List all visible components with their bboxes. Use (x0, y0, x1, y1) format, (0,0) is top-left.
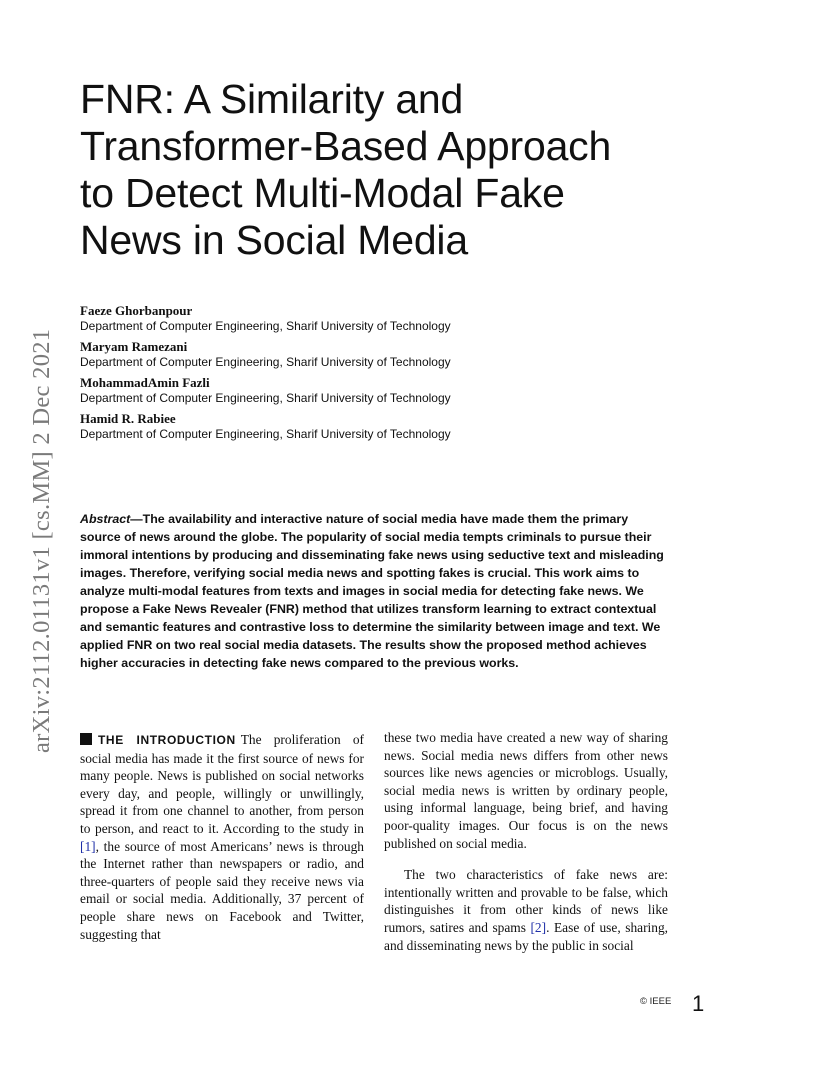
author-name: Maryam Ramezani (80, 339, 188, 354)
abstract (80, 510, 672, 672)
intro-text-4: . Ease of use, sharing, and disseminating news by the public in social (384, 919, 668, 953)
author-affiliation: Department of Computer Engineering, Sharif University of Technology (80, 355, 451, 369)
title-line-4: News in Social Media (80, 217, 468, 263)
intro-text-2: , the source of most Americans’ news is through the Internet rather than newspapers or radio, and three-quarters of people said they receive news via email or social media. Additionally, 37 percent of people share news on Facebook and Twitter, suggesting that (80, 838, 364, 942)
author-affiliation: Department of Computer Engineering, Sharif University of Technology (80, 427, 451, 441)
intro-paragraph-3 (384, 866, 668, 954)
intro-paragraph-1 (80, 731, 364, 943)
section-square-icon (80, 733, 92, 745)
citation-link-2[interactable]: [2] (530, 919, 547, 935)
page-number: 1 (692, 991, 705, 1016)
title-line-3: to Detect Multi-Modal Fake (80, 170, 565, 216)
author-list (80, 303, 700, 447)
arxiv-identifier: arXiv:2112.01131v1 [cs.MM] 2 Dec 2021 (28, 328, 55, 753)
author-affiliation: Department of Computer Engineering, Sharif University of Technology (80, 319, 451, 333)
author-name: Hamid R. Rabiee (80, 411, 176, 426)
author-block (80, 411, 700, 442)
abstract-label: Abstract (80, 512, 131, 526)
author-name: Faeze Ghorbanpour (80, 303, 193, 318)
abstract-text: —The availability and interactive nature of social media have made them the primary source of news around the globe. The popularity of social media tempts criminals to pursue their immoral intentions by producing and disseminating fake news using seductive text and misleading images. Therefore, verifying social media news and spotting fakes is crucial. This work aims to analyze multi-modal features from texts and images in social media for detecting fake news. We propose a Fake News Revealer (FNR) method that utilizes transform learning to extract contextual and semantic features and contrastive loss to determine the similarity between image and text. We applied FNR on two real social media datasets. The results show the proposed method achieves higher accuracies in detecting fake news compared to the previous works. (80, 512, 664, 670)
copyright-notice: © IEEE (640, 996, 672, 1007)
author-block (80, 375, 700, 406)
intro-text-3: The two characteristics of fake news are: intentionally written and provable to be false, which distinguishes it from other kinds of news like rumors, satires and spams (384, 867, 668, 935)
paper-title (80, 76, 720, 264)
arxiv-side-stamp (24, 283, 60, 753)
section-heading: THE INTRODUCTION (98, 733, 236, 747)
author-name: MohammadAmin Fazli (80, 375, 210, 390)
citation-link-1[interactable]: [1] (80, 838, 96, 854)
intro-text-1: The proliferation of social media has made it the first source of news for many people. News is published on social networks every day, and people, willingly or unwillingly, spread it from one channel to another, from person to person, and react to it. According to the study in (80, 732, 364, 836)
author-block (80, 339, 700, 370)
intro-right-column (384, 729, 668, 954)
author-affiliation: Department of Computer Engineering, Sharif University of Technology (80, 391, 451, 405)
title-line-2: Transformer-Based Approach (80, 123, 612, 169)
intro-paragraph-2: these two media have created a new way of sharing news. Social media news differs from other news sources like news agencies or microblogs. Usually, social media news is written by ordinary people, using informal language, being brief, and having poor-quality images. Our focus is on the news published on social media. (384, 730, 668, 851)
author-block (80, 303, 700, 334)
title-line-1: FNR: A Similarity and (80, 76, 464, 122)
intro-left-column (80, 731, 364, 943)
